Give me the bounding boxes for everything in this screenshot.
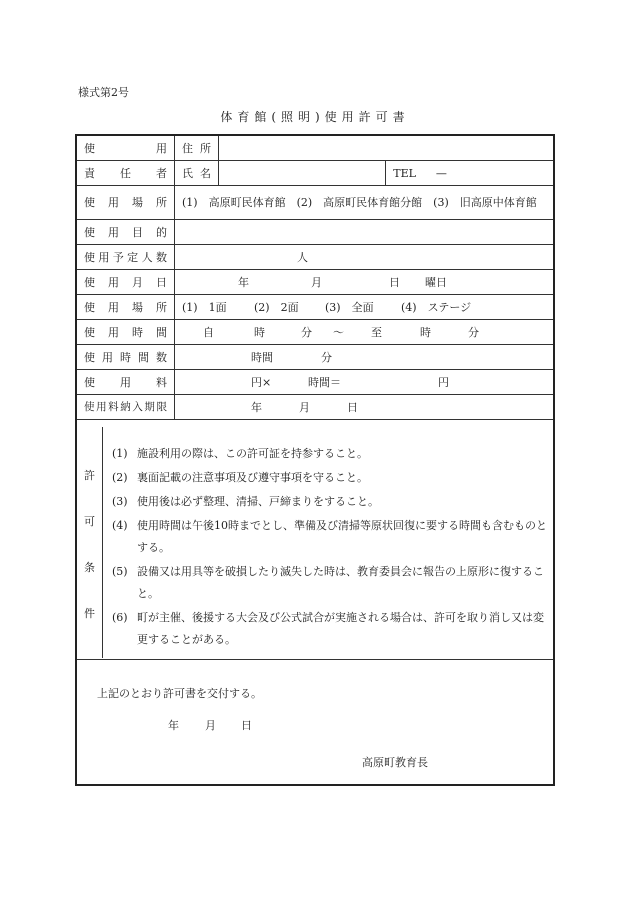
condition-number: (3): [112, 495, 128, 508]
label-payment-text: 使 用 料 納 入 期 限: [84, 400, 167, 413]
issuance-year: 年: [168, 719, 179, 732]
condition-number: (4): [112, 519, 128, 532]
label-people: [77, 245, 175, 270]
condition-number: (5): [112, 565, 128, 578]
label-payment-deadline: [77, 395, 175, 420]
issuance-month: 月: [205, 719, 216, 732]
condition-text: 使用時間は午後10時までとし、準備及び清掃等原状回復に要する時間も含むものとする。: [137, 519, 547, 554]
hours-unit: 時間: [251, 350, 273, 364]
hours-minute: 分: [321, 350, 332, 364]
condition-text: 施設利用の際は、この許可証を持参すること。: [137, 447, 368, 460]
time-to: 至: [371, 325, 382, 339]
form-number: 様式第2号: [78, 86, 129, 99]
payment-year: 年: [251, 400, 262, 414]
document-title: 体育館(照明)使用許可書: [220, 110, 410, 124]
label-name: [175, 161, 219, 186]
permit-conditions: [77, 427, 553, 660]
conditions-label: [77, 427, 103, 658]
condition-item: [112, 561, 552, 605]
tel-dash: —: [435, 166, 447, 180]
row-responsible-name: [77, 161, 553, 186]
label-purpose-text: 使 用 目 的: [84, 225, 167, 239]
condition-item: [112, 443, 552, 465]
people-field[interactable]: [175, 245, 554, 270]
time-field[interactable]: [175, 320, 554, 345]
fee-field[interactable]: [175, 370, 554, 395]
label-user: [77, 136, 175, 161]
label-area-text: 使 用 場 所: [84, 300, 167, 314]
label-address: [175, 136, 219, 161]
permit-table: [77, 136, 553, 420]
time-from: 自: [203, 325, 214, 339]
row-area: [77, 295, 553, 320]
permit-form: [75, 134, 555, 786]
time-minute-to: 分: [468, 325, 479, 339]
name-field[interactable]: [219, 161, 386, 186]
venue-options[interactable]: (1) 高原町民体育館 (2) 高原町民体育館分館 (3) 旧高原中体育館: [175, 186, 554, 220]
condition-number: (2): [112, 471, 128, 484]
fee-hours-equals: 時間＝: [308, 375, 341, 389]
row-date: [77, 270, 553, 295]
condition-item: [112, 467, 552, 489]
date-field[interactable]: [175, 270, 554, 295]
label-responsible: [77, 161, 175, 186]
conditions-char-4: 件: [84, 607, 95, 620]
label-responsible-text: 責 任 者: [84, 166, 167, 180]
time-minute-from: 分: [301, 325, 312, 339]
label-purpose: [77, 220, 175, 245]
conditions-list: [112, 443, 552, 653]
condition-item: [112, 607, 552, 651]
row-payment-deadline: [77, 395, 553, 420]
area-option-4[interactable]: (4) ステージ: [401, 300, 472, 314]
conditions-char-2: 可: [84, 515, 95, 528]
area-option-1[interactable]: (1) 1面: [182, 300, 227, 314]
conditions-char-3: 条: [84, 561, 95, 574]
conditions-char-1: 許: [84, 469, 95, 482]
issuance-statement: 上記のとおり許可書を交付する。: [97, 687, 262, 700]
label-fee-text: 使 用 料: [84, 375, 167, 389]
purpose-field[interactable]: [175, 220, 554, 245]
condition-text: 使用後は必ず整理、清掃、戸締まりをすること。: [137, 495, 379, 508]
condition-text: 町が主催、後援する大会及び公式試合が実施される場合は、許可を取り消し又は変更することがある。: [137, 611, 544, 646]
label-name-text: 氏 名: [182, 166, 211, 180]
time-hour-to: 時: [420, 325, 431, 339]
label-hours: [77, 345, 175, 370]
label-date-text: 使 用 月 日: [84, 275, 167, 289]
row-venue: [77, 186, 553, 220]
label-people-text: 使 用 予 定 人 数: [84, 250, 167, 264]
label-venue-text: 使 用 場 所: [84, 196, 167, 209]
condition-item: [112, 515, 552, 559]
tel-field[interactable]: [386, 161, 553, 186]
condition-number: (1): [112, 447, 128, 460]
payment-month: 月: [299, 400, 310, 414]
label-venue: [77, 186, 175, 220]
label-time: [77, 320, 175, 345]
row-fee: [77, 370, 553, 395]
payment-deadline-field[interactable]: [175, 395, 554, 420]
label-area: [77, 295, 175, 320]
date-day: 日: [389, 275, 400, 289]
condition-text: 裏面記載の注意事項及び遵守事項を守ること。: [137, 471, 368, 484]
row-people: [77, 245, 553, 270]
label-time-text: 使 用 時 間: [84, 325, 167, 339]
area-options[interactable]: [175, 295, 554, 320]
label-address-text: 住 所: [182, 141, 211, 155]
condition-number: (6): [112, 611, 128, 624]
issuer-signature: 高原町教育長: [362, 756, 428, 769]
label-fee: [77, 370, 175, 395]
people-unit: 人: [297, 250, 308, 264]
condition-item: [112, 491, 552, 513]
area-option-2[interactable]: (2) 2面: [254, 300, 299, 314]
address-field[interactable]: [219, 136, 554, 161]
time-wave: ～: [333, 325, 344, 339]
issuance-day: 日: [241, 719, 252, 732]
hours-field[interactable]: [175, 345, 554, 370]
issuance-date: [168, 717, 268, 731]
date-weekday: 曜日: [425, 275, 447, 289]
label-user-text: 使 用: [84, 141, 167, 155]
row-time: [77, 320, 553, 345]
row-user-address: [77, 136, 553, 161]
fee-yen: 円: [438, 375, 449, 389]
fee-yen-times: 円×: [251, 375, 272, 389]
tel-label: TEL: [393, 166, 416, 180]
condition-text: 設備又は用具等を破損したり滅失した時は、教育委員会に報告の上原形に復すること。: [137, 565, 544, 600]
payment-day: 日: [347, 400, 358, 414]
label-date: [77, 270, 175, 295]
area-option-3[interactable]: (3) 全面: [325, 300, 374, 314]
row-purpose: [77, 220, 553, 245]
label-hours-text: 使 用 時 間 数: [84, 350, 167, 364]
time-hour-from: 時: [254, 325, 265, 339]
date-year: 年: [238, 275, 249, 289]
date-month: 月: [311, 275, 322, 289]
row-hours: [77, 345, 553, 370]
